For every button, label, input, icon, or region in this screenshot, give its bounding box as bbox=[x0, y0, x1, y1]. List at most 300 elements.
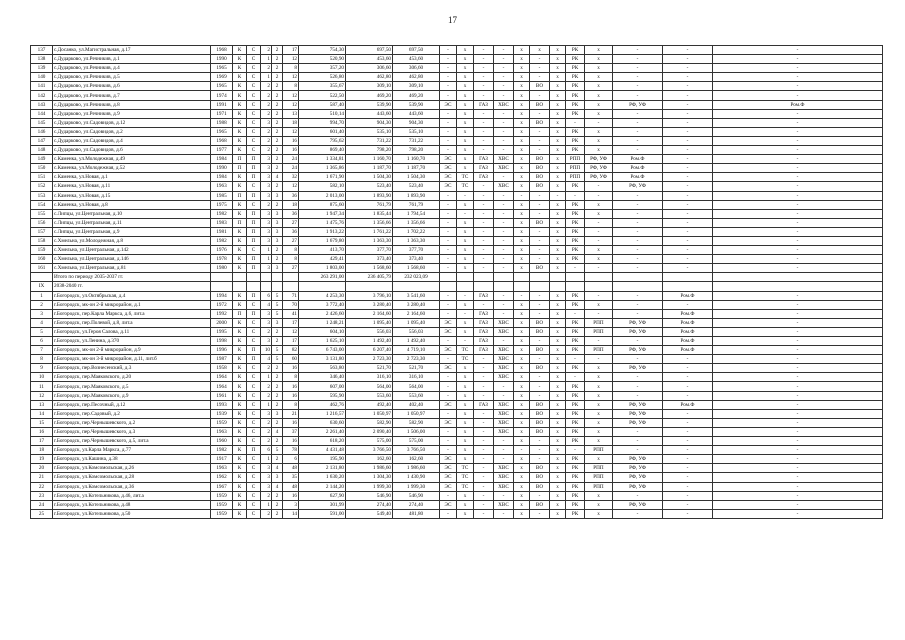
table-cell: - bbox=[713, 155, 883, 164]
table-cell: 2 bbox=[272, 91, 283, 100]
table-cell: Ром.Ф bbox=[663, 346, 713, 355]
table-cell: - bbox=[613, 82, 663, 91]
table-cell: 6 207,40 bbox=[346, 346, 393, 355]
table-cell: - bbox=[663, 209, 713, 218]
table-cell: х bbox=[457, 73, 474, 82]
table-cell bbox=[474, 282, 494, 291]
table-cell bbox=[663, 273, 713, 282]
table-cell: 346,40 bbox=[299, 373, 346, 382]
table-cell: г.Богородск, мк-он 3-й микрорайон, д.11, лит.б bbox=[53, 355, 211, 364]
table-cell: 2 bbox=[272, 164, 283, 173]
table-cell: 1 216,57 bbox=[299, 409, 346, 418]
table-cell: 604,10 bbox=[299, 327, 346, 336]
table-cell: 36 bbox=[283, 209, 299, 218]
table-cell: 78 bbox=[283, 446, 299, 455]
table-cell: 8 bbox=[283, 400, 299, 409]
table-cell: - bbox=[663, 509, 713, 518]
table-cell: 1959 bbox=[211, 509, 233, 518]
table-cell: ХВС bbox=[494, 427, 514, 436]
table-cell: - bbox=[474, 109, 494, 118]
table-cell: - bbox=[663, 246, 713, 255]
table-cell: 1 160,70 bbox=[393, 155, 440, 164]
table-cell: РК bbox=[566, 55, 585, 64]
table-cell: ЭС bbox=[440, 327, 457, 336]
table-cell: - bbox=[514, 446, 530, 455]
table-cell: - bbox=[457, 291, 474, 300]
table-cell: 155 bbox=[31, 209, 53, 218]
table-cell: - bbox=[613, 246, 663, 255]
table-cell: - bbox=[530, 337, 550, 346]
table-cell: - bbox=[585, 337, 613, 346]
table-cell: ЭС bbox=[440, 182, 457, 191]
table-cell: - bbox=[494, 127, 514, 136]
table-cell: 2 bbox=[261, 136, 272, 145]
table-cell: - bbox=[663, 255, 713, 264]
table-cell: 1972 bbox=[211, 300, 233, 309]
table-cell: 12 bbox=[283, 327, 299, 336]
table-cell: К bbox=[233, 382, 247, 391]
table-cell: ХВС bbox=[494, 464, 514, 473]
table-cell: П bbox=[247, 218, 261, 227]
table-cell: - bbox=[440, 91, 457, 100]
table-cell: - bbox=[713, 136, 883, 145]
table-cell: ЭС bbox=[440, 418, 457, 427]
table-cell: РК bbox=[566, 255, 585, 264]
table-cell: - bbox=[474, 391, 494, 400]
table-cell: - bbox=[713, 218, 883, 227]
table-cell: - bbox=[613, 373, 663, 382]
table-cell: х bbox=[550, 355, 566, 364]
table-cell: х bbox=[585, 64, 613, 73]
table-cell: - bbox=[613, 127, 663, 136]
table-cell: РК bbox=[566, 400, 585, 409]
table-cell: х bbox=[585, 136, 613, 145]
table-row bbox=[31, 346, 883, 355]
table-cell: х bbox=[514, 346, 530, 355]
table-cell: х bbox=[530, 46, 550, 55]
table-cell: - bbox=[474, 491, 494, 500]
table-cell: 453,60 bbox=[346, 55, 393, 64]
table-cell: - bbox=[713, 209, 883, 218]
table-cell: IX bbox=[31, 282, 53, 291]
table-cell: - bbox=[613, 146, 663, 155]
table-cell: ВО bbox=[530, 82, 550, 91]
table-cell: х bbox=[585, 255, 613, 264]
table-cell: 2 426,60 bbox=[299, 309, 346, 318]
table-row bbox=[31, 236, 883, 245]
table-cell: П bbox=[247, 173, 261, 182]
table-cell: 1 893,90 bbox=[346, 191, 393, 200]
table-cell: - bbox=[440, 255, 457, 264]
table-cell: - bbox=[713, 500, 883, 509]
table-cell: с.Дударково, ул.Речникив, д.7 bbox=[53, 91, 211, 100]
table-cell: х bbox=[550, 127, 566, 136]
table-cell: 18 bbox=[283, 200, 299, 209]
table-cell: х bbox=[550, 246, 566, 255]
table-cell: 156 bbox=[31, 218, 53, 227]
table-cell: - bbox=[474, 300, 494, 309]
table-cell: - bbox=[494, 437, 514, 446]
table-cell: 1964 bbox=[211, 373, 233, 382]
table-cell: с.Хмельна, ул.Центральная, д.81 bbox=[53, 264, 211, 273]
table-cell: РК bbox=[566, 91, 585, 100]
table-cell: ХВС bbox=[494, 327, 514, 336]
table-cell: х bbox=[514, 246, 530, 255]
table-cell: х bbox=[550, 473, 566, 482]
table-cell: РК bbox=[566, 136, 585, 145]
table-cell: 1992 bbox=[211, 309, 233, 318]
table-cell: - bbox=[440, 218, 457, 227]
table-cell: - bbox=[440, 309, 457, 318]
table-cell: ВО bbox=[530, 500, 550, 509]
table-cell: РПП bbox=[585, 482, 613, 491]
table-cell: - bbox=[713, 255, 883, 264]
table-cell: 27 bbox=[283, 264, 299, 273]
table-cell: К bbox=[233, 291, 247, 300]
table-cell: - bbox=[613, 209, 663, 218]
table-cell: 6 bbox=[261, 446, 272, 455]
table-cell: 1 568,60 bbox=[346, 264, 393, 273]
table-cell: х bbox=[457, 236, 474, 245]
table-cell: х bbox=[550, 364, 566, 373]
table-cell: х bbox=[514, 491, 530, 500]
table-cell: РК bbox=[566, 46, 585, 55]
table-cell: х bbox=[550, 446, 566, 455]
table-cell: 70 bbox=[283, 300, 299, 309]
table-cell: 1 999,30 bbox=[393, 482, 440, 491]
table-row bbox=[31, 355, 883, 364]
table-cell: х bbox=[550, 409, 566, 418]
table-row bbox=[31, 318, 883, 327]
table-cell: г.Богородск, пер.Чернышевского, д.5, лит.а bbox=[53, 437, 211, 446]
table-cell: - bbox=[613, 291, 663, 300]
table-cell: ХВС bbox=[494, 364, 514, 373]
table-cell: 1 bbox=[261, 73, 272, 82]
table-cell: 1 492,40 bbox=[393, 337, 440, 346]
table-cell: К bbox=[233, 64, 247, 73]
table-cell: 1 187,70 bbox=[346, 164, 393, 173]
table-cell: с.Каменка, ул.Новая, д.15 bbox=[53, 191, 211, 200]
table-cell: К bbox=[233, 255, 247, 264]
table-cell: - bbox=[457, 191, 474, 200]
table-cell: х bbox=[550, 136, 566, 145]
table-cell: - bbox=[474, 418, 494, 427]
table-cell: 2 723,30 bbox=[393, 355, 440, 364]
table-cell: С bbox=[247, 46, 261, 55]
table-cell: х bbox=[585, 209, 613, 218]
table-cell: 18 bbox=[31, 446, 53, 455]
table-cell: х bbox=[585, 455, 613, 464]
table-cell: П bbox=[247, 255, 261, 264]
table-cell: П bbox=[233, 191, 247, 200]
table-cell: х bbox=[550, 82, 566, 91]
table-cell: К bbox=[233, 118, 247, 127]
table-cell: С bbox=[247, 327, 261, 336]
table-cell: - bbox=[474, 473, 494, 482]
table-cell: К bbox=[233, 500, 247, 509]
table-cell: 2 bbox=[272, 246, 283, 255]
table-cell: С bbox=[247, 400, 261, 409]
table-cell: РПП bbox=[585, 446, 613, 455]
table-cell: - bbox=[474, 209, 494, 218]
table-cell: 582,10 bbox=[299, 182, 346, 191]
table-cell: - bbox=[474, 455, 494, 464]
table-cell: 535,10 bbox=[393, 127, 440, 136]
table-cell: 13 bbox=[283, 109, 299, 118]
table-cell: - bbox=[530, 355, 550, 364]
table-cell: - bbox=[530, 455, 550, 464]
table-cell: 618,20 bbox=[299, 437, 346, 446]
table-cell: 481,80 bbox=[393, 509, 440, 518]
table-cell: - bbox=[440, 127, 457, 136]
table-cell: х bbox=[550, 64, 566, 73]
table-cell: - bbox=[613, 491, 663, 500]
table-cell: ВО bbox=[530, 400, 550, 409]
table-cell: С bbox=[247, 182, 261, 191]
table-cell: 761,79 bbox=[393, 200, 440, 209]
table-cell: 2 144,20 bbox=[299, 482, 346, 491]
table-cell: 24 bbox=[283, 155, 299, 164]
table-cell: РК bbox=[566, 146, 585, 155]
table-cell: - bbox=[474, 464, 494, 473]
table-cell: х bbox=[550, 318, 566, 327]
table-cell: 1984 bbox=[211, 173, 233, 182]
table-cell: РК bbox=[566, 209, 585, 218]
table-cell: РК bbox=[566, 127, 585, 136]
table-cell: х bbox=[585, 300, 613, 309]
table-cell: РК bbox=[566, 318, 585, 327]
table-cell: 1995 bbox=[211, 327, 233, 336]
table-cell: ЭС bbox=[440, 155, 457, 164]
table-cell: 1959 bbox=[211, 418, 233, 427]
table-cell: К bbox=[233, 127, 247, 136]
table-cell: - bbox=[474, 118, 494, 127]
table-cell: х bbox=[514, 309, 530, 318]
table-cell: х bbox=[550, 382, 566, 391]
table-cell: 3 766,50 bbox=[346, 446, 393, 455]
table-row bbox=[31, 55, 883, 64]
table-cell: С bbox=[247, 391, 261, 400]
table-cell: 564,00 bbox=[346, 382, 393, 391]
table-cell: - bbox=[713, 200, 883, 209]
table-cell: - bbox=[474, 364, 494, 373]
table-cell: С bbox=[247, 136, 261, 145]
table-cell: - bbox=[494, 136, 514, 145]
table-cell bbox=[393, 282, 440, 291]
table-cell: - bbox=[494, 509, 514, 518]
table-cell: - bbox=[474, 482, 494, 491]
table-cell: 539,90 bbox=[393, 100, 440, 109]
table-cell: Ром.Ф bbox=[663, 400, 713, 409]
table-cell: 306,60 bbox=[393, 64, 440, 73]
table-cell: РК bbox=[566, 382, 585, 391]
table-cell: 575,00 bbox=[346, 437, 393, 446]
table-cell: 16 bbox=[283, 437, 299, 446]
table-cell: 1978 bbox=[211, 255, 233, 264]
table-cell: - bbox=[613, 55, 663, 64]
table-cell: ХВС bbox=[494, 409, 514, 418]
table-cell: х bbox=[457, 200, 474, 209]
table-cell: РФ, УФ bbox=[585, 164, 613, 173]
table-cell: 1991 bbox=[211, 100, 233, 109]
table-cell: 1 bbox=[261, 455, 272, 464]
table-cell: - bbox=[663, 182, 713, 191]
table-cell: 6 743,00 bbox=[299, 346, 346, 355]
table-row bbox=[31, 437, 883, 446]
table-cell: 2 bbox=[272, 327, 283, 336]
table-cell: 2 bbox=[261, 491, 272, 500]
table-cell: г.Богородск, мк-он 2-й микрорайон, д.1 bbox=[53, 300, 211, 309]
table-cell: ГАЗ bbox=[474, 173, 494, 182]
table-cell: П bbox=[247, 355, 261, 364]
table-cell: ЭС bbox=[440, 318, 457, 327]
table-cell: 27 bbox=[283, 236, 299, 245]
table-row bbox=[31, 64, 883, 73]
table-cell: 3 bbox=[261, 209, 272, 218]
table-row bbox=[31, 427, 883, 436]
table-cell: с.Липцы, ул.Центральная, д.9 bbox=[53, 227, 211, 236]
table-cell: - bbox=[663, 109, 713, 118]
table-cell: - bbox=[713, 55, 883, 64]
table-cell: 8 bbox=[31, 355, 53, 364]
table-cell: х bbox=[457, 491, 474, 500]
table-cell bbox=[514, 273, 530, 282]
table-cell: х bbox=[457, 409, 474, 418]
table-cell: х bbox=[550, 227, 566, 236]
table-cell: 1 986,60 bbox=[393, 464, 440, 473]
table-cell: ТС bbox=[457, 473, 474, 482]
table-cell: - bbox=[713, 82, 883, 91]
table-cell: 3 280,40 bbox=[393, 300, 440, 309]
table-cell: - bbox=[713, 409, 883, 418]
table-cell: 8 bbox=[283, 82, 299, 91]
table-cell: х bbox=[514, 164, 530, 173]
table-cell: РК bbox=[566, 82, 585, 91]
table-cell: - bbox=[713, 400, 883, 409]
table-cell: х bbox=[457, 146, 474, 155]
table-cell: 25 bbox=[31, 509, 53, 518]
table-cell: 1 363,30 bbox=[393, 236, 440, 245]
table-cell: 2 bbox=[261, 382, 272, 391]
table-cell: 1 625,10 bbox=[299, 337, 346, 346]
table-cell: 3 bbox=[261, 218, 272, 227]
table-cell: - bbox=[663, 73, 713, 82]
table-cell: - bbox=[530, 437, 550, 446]
table-cell: - bbox=[713, 300, 883, 309]
table-cell: 1939 bbox=[211, 409, 233, 418]
table-cell: П bbox=[247, 209, 261, 218]
table-cell: 8 bbox=[283, 373, 299, 382]
table-cell: х bbox=[550, 255, 566, 264]
table-cell: - bbox=[663, 455, 713, 464]
table-cell: 4 719,10 bbox=[393, 346, 440, 355]
table-cell: - bbox=[474, 227, 494, 236]
table-cell: С bbox=[247, 91, 261, 100]
table-cell: х bbox=[514, 437, 530, 446]
table-cell: - bbox=[440, 409, 457, 418]
table-cell: - bbox=[457, 309, 474, 318]
table-cell: 232 023,09 bbox=[393, 273, 440, 282]
table-cell: РФ, УФ bbox=[613, 464, 663, 473]
table-cell: К bbox=[233, 318, 247, 327]
table-cell: с.Хмельна, ул.Центральная, д.142 bbox=[53, 246, 211, 255]
table-cell: 798,20 bbox=[393, 146, 440, 155]
table-cell: 141 bbox=[31, 82, 53, 91]
table-cell: Ром.Ф bbox=[663, 318, 713, 327]
table-cell: - bbox=[474, 500, 494, 509]
table-cell: РК bbox=[566, 227, 585, 236]
table-cell: 627,90 bbox=[299, 491, 346, 500]
table-cell: х bbox=[514, 427, 530, 436]
table-cell: - bbox=[530, 227, 550, 236]
table-cell: 1 761,22 bbox=[346, 227, 393, 236]
table-cell: 2 bbox=[261, 427, 272, 436]
table-cell: - bbox=[494, 209, 514, 218]
table-cell: х bbox=[550, 182, 566, 191]
table-cell: - bbox=[494, 382, 514, 391]
table-cell: - bbox=[440, 391, 457, 400]
table-cell: 556,03 bbox=[346, 327, 393, 336]
table-cell: - bbox=[663, 164, 713, 173]
table-cell: 7 bbox=[31, 346, 53, 355]
table-cell bbox=[247, 282, 261, 291]
table-cell bbox=[566, 282, 585, 291]
table-cell: х bbox=[457, 109, 474, 118]
table-cell: с.Досанко, ул.Магистральная, д.17 bbox=[53, 46, 211, 55]
table-cell: ЭС bbox=[440, 455, 457, 464]
table-cell: 3 bbox=[261, 482, 272, 491]
table-row bbox=[31, 91, 883, 100]
table-cell: х bbox=[585, 82, 613, 91]
table-cell: - bbox=[713, 337, 883, 346]
table-cell bbox=[31, 273, 53, 282]
table-cell: 1971 bbox=[211, 109, 233, 118]
table-cell: 24 bbox=[31, 500, 53, 509]
table-cell: - bbox=[663, 382, 713, 391]
table-cell: 1959 bbox=[211, 491, 233, 500]
table-cell: 1 bbox=[261, 400, 272, 409]
table-row bbox=[31, 264, 883, 273]
table-cell: - bbox=[713, 173, 883, 182]
table-cell: - bbox=[440, 109, 457, 118]
table-cell: - bbox=[613, 446, 663, 455]
table-cell: 160 bbox=[31, 255, 53, 264]
table-cell: - bbox=[713, 264, 883, 273]
table-cell: - bbox=[494, 91, 514, 100]
table-cell: ХВС bbox=[494, 155, 514, 164]
table-cell: - bbox=[566, 446, 585, 455]
table-cell: х bbox=[457, 218, 474, 227]
table-cell: РК bbox=[566, 200, 585, 209]
table-cell: х bbox=[514, 264, 530, 273]
table-cell: х bbox=[550, 55, 566, 64]
table-row bbox=[31, 146, 883, 155]
table-cell: 1963 bbox=[211, 182, 233, 191]
table-cell: - bbox=[663, 464, 713, 473]
table-cell: - bbox=[713, 509, 883, 518]
table-cell: К bbox=[233, 400, 247, 409]
table-cell: - bbox=[663, 127, 713, 136]
table-cell: 148 bbox=[31, 146, 53, 155]
table-cell: 5 bbox=[272, 309, 283, 318]
table-cell: 2 bbox=[272, 455, 283, 464]
table-cell bbox=[494, 282, 514, 291]
table-cell: - bbox=[474, 373, 494, 382]
table-cell: 3 541,60 bbox=[393, 291, 440, 300]
table-cell: К bbox=[233, 427, 247, 436]
table-cell: С bbox=[247, 55, 261, 64]
table-cell: 510,14 bbox=[299, 109, 346, 118]
